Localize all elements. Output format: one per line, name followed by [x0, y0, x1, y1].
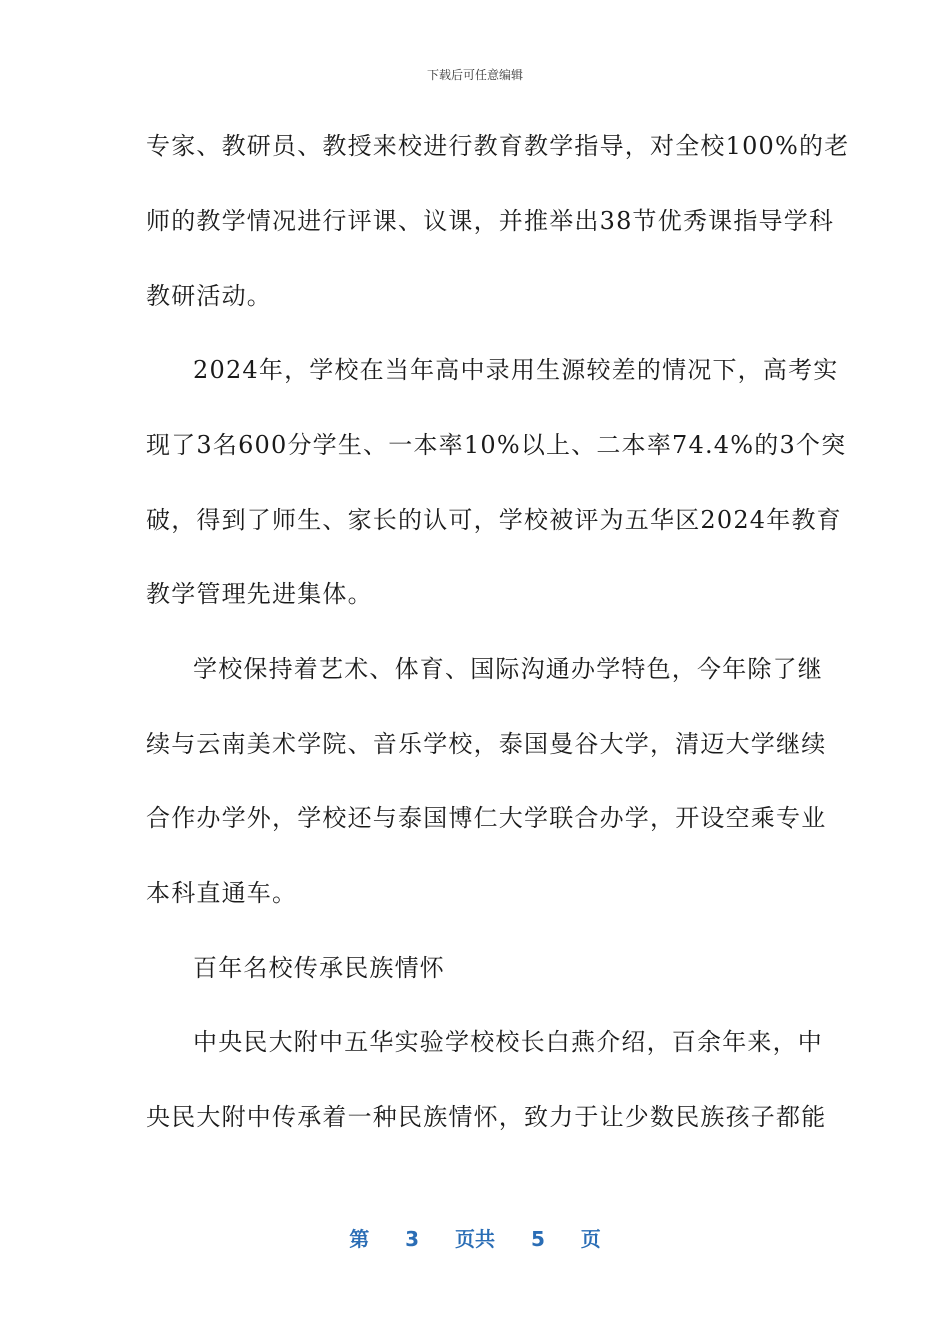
body-line: 师的教学情况进行评课、议课，并推举出38节优秀课指导学科: [146, 207, 835, 235]
paragraph-first-line: 中央民大附中五华实验学校校长白燕介绍，百余年来，中: [193, 1028, 823, 1056]
body-line: 现了3名600分学生、一本率10%以上、二本率74.4%的3个突: [146, 431, 847, 459]
current-page-number: 3: [405, 1227, 420, 1251]
page-prefix: 第: [349, 1227, 370, 1251]
paragraph-first-line: 2024年，学校在当年高中录用生源较差的情况下，高考实: [193, 356, 839, 384]
page-footer: [0, 1226, 950, 1252]
body-line: 破，得到了师生、家长的认可，学校被评为五华区2024年教育: [146, 506, 842, 534]
body-line: 教研活动。: [146, 282, 272, 310]
body-line: 本科直通车。: [146, 879, 298, 907]
body-line: 教学管理先进集体。: [146, 580, 373, 608]
body-line: 续与云南美术学院、音乐学校，泰国曼谷大学，清迈大学继续: [146, 730, 827, 758]
page-suffix: 页: [580, 1227, 601, 1251]
body-line: 央民大附中传承着一种民族情怀，致力于让少数民族孩子都能: [146, 1103, 827, 1131]
total-pages-number: 5: [530, 1227, 545, 1251]
header-note: 下载后可任意编辑: [426, 68, 523, 82]
body-line: 专家、教研员、教授来校进行教育教学指导，对全校100%的老: [146, 132, 850, 160]
paragraph-first-line: 学校保持着艺术、体育、国际沟通办学特色，今年除了继: [193, 655, 823, 683]
section-heading: 百年名校传承民族情怀: [193, 954, 445, 982]
body-line: 合作办学外，学校还与泰国博仁大学联合办学，开设空乘专业: [146, 804, 827, 832]
page-mid: 页共: [455, 1227, 495, 1251]
